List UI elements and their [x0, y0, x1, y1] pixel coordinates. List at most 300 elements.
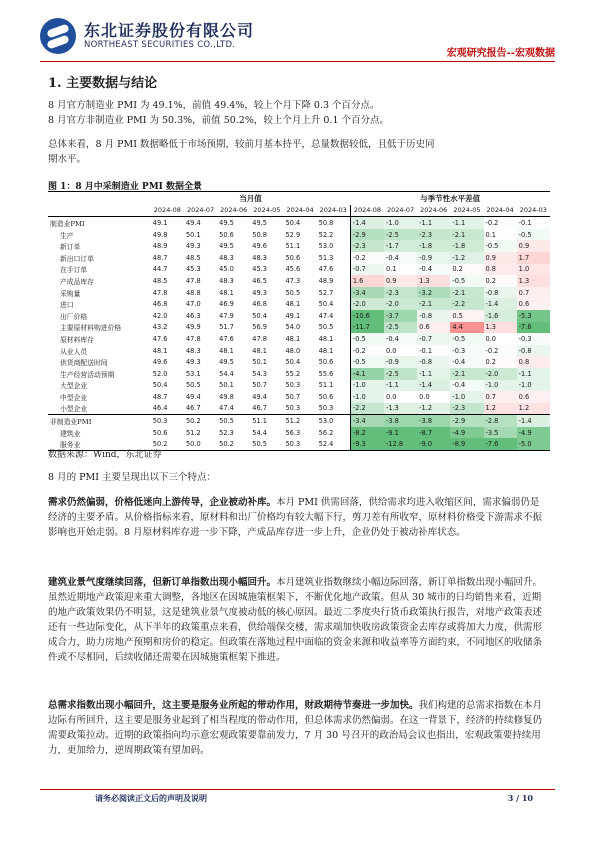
- current-value-cell: 51.1: [285, 242, 301, 251]
- current-value-cell: 48.3: [219, 276, 234, 285]
- seasonal-diff-cell: -0.1: [517, 217, 550, 229]
- seasonal-diff-cell: -1.0: [384, 217, 417, 229]
- current-value-cell: 48.1: [318, 346, 334, 355]
- current-value-cell: 55.6: [318, 369, 334, 378]
- seasonal-diff-cell: -0.8: [417, 310, 450, 322]
- table-row: [48, 345, 550, 357]
- current-value-cell: 47.8: [185, 276, 201, 285]
- seasonal-diff-cell: -11.7: [350, 322, 384, 334]
- date-header: 2024-05: [450, 205, 483, 217]
- current-value-cell: 52.7: [318, 288, 334, 297]
- seasonal-diff-cell: -8.9: [450, 438, 483, 450]
- seasonal-diff-cell: -0.3: [517, 333, 550, 345]
- current-value-cell: 47.8: [185, 334, 201, 343]
- seasonal-diff-cell: 0.9: [384, 275, 417, 287]
- row-label: 原材料库存: [60, 335, 94, 344]
- current-value-cell: 49.3: [185, 242, 201, 251]
- page-number: 3 / 10: [507, 793, 533, 803]
- current-value-cell: 47.4: [318, 311, 334, 320]
- current-value-cell: 45.3: [185, 265, 201, 274]
- current-value-cell: 50.7: [285, 392, 301, 401]
- body-intro: 8 月的 PMI 主要呈现出以下三个特点：: [48, 472, 216, 483]
- current-value-cell: 48.1: [252, 346, 267, 355]
- paragraph-3-lead: 总需求指数出现小幅回升，这主要是服务业所起的带动作用，财政期待节奏进一步加快。: [48, 700, 419, 711]
- summary-line-1: 8 月官方制造业 PMI 为 49.1%，前值 49.4%，较上个月下降 0.3 个百分点。: [48, 100, 380, 111]
- current-value-cell: 50.1: [185, 230, 201, 239]
- paragraph-2: [48, 575, 548, 665]
- current-value-cell: 49.1: [152, 218, 168, 227]
- current-value-cell: 54.4: [219, 369, 234, 378]
- seasonal-diff-cell: 1.2: [484, 403, 517, 415]
- seasonal-diff-cell: -1.4: [517, 415, 550, 427]
- seasonal-diff-cell: 0.0: [484, 333, 517, 345]
- seasonal-diff-cell: 4.4: [450, 322, 483, 334]
- current-value-cell: 49.4: [185, 218, 201, 227]
- seasonal-diff-cell: -2.3: [417, 229, 450, 241]
- table-row: [48, 252, 550, 264]
- seasonal-diff-cell: -0.9: [417, 252, 450, 264]
- current-value-cell: 48.5: [185, 253, 201, 262]
- current-value-cell: 49.9: [185, 323, 201, 332]
- row-label: 制造业PMI: [50, 219, 85, 228]
- current-value-cell: 49.4: [185, 392, 201, 401]
- current-value-cell: 46.5: [252, 276, 267, 285]
- current-value-cell: 56.9: [252, 323, 267, 332]
- seasonal-diff-cell: -2.5: [384, 322, 417, 334]
- row-label: 主要原材料购进价格: [60, 324, 122, 333]
- current-value-cell: 51.3: [318, 253, 334, 262]
- seasonal-diff-cell: -10.6: [350, 310, 384, 322]
- table-row: [48, 264, 550, 276]
- seasonal-diff-cell: -1.8: [450, 240, 483, 252]
- current-value-cell: 50.4: [152, 381, 168, 390]
- current-value-cell: 49.6: [152, 358, 168, 367]
- seasonal-diff-cell: -8.2: [350, 427, 384, 439]
- table-row: [48, 356, 550, 368]
- seasonal-diff-cell: -2.1: [417, 298, 450, 310]
- seasonal-diff-cell: -0.9: [384, 356, 417, 368]
- seasonal-diff-cell: -0.4: [384, 333, 417, 345]
- seasonal-diff-cell: -0.7: [350, 264, 384, 276]
- current-value-cell: 47.9: [219, 311, 234, 320]
- table-body: [48, 217, 550, 451]
- seasonal-diff-cell: -3.4: [350, 415, 384, 427]
- table-row: [48, 322, 550, 334]
- seasonal-diff-cell: 1.3: [517, 275, 550, 287]
- seasonal-diff-cell: -7.6: [517, 322, 550, 334]
- paragraph-2-text: 本月建筑业指数继续小幅边际回落，新订单指数出现小幅回升。虽然近期地产政策迎来重大调整，各地区在因城施策框架下，不断优化地产政策。但从 30 城市的日均销售来看，近期的地产政策效果仍不明显，这是建筑业景气度被动低的核心原因。最近二季度央行货币政策执行报告，对地产政策表述还有一些边际变化，从下半年的政策重点来看，供给端保交楼，需求端加快收房政策资金去库存或将加大力度，供需形成合力，助力房地产预期和房价的稳定。但政策在落地过程中面临的资金来源和收益率等方面约束，不同地区的收储条件或不尽相同，后续收储还需要在因城施策框架下推进。: [48, 577, 543, 663]
- seasonal-diff-cell: -2.3: [450, 403, 483, 415]
- seasonal-diff-cell: 0.6: [517, 391, 550, 403]
- seasonal-diff-cell: -2.8: [484, 415, 517, 427]
- seasonal-diff-cell: -5.0: [517, 438, 550, 450]
- seasonal-diff-cell: -1.7: [384, 240, 417, 252]
- row-label: 供货商配送时间: [60, 359, 108, 368]
- table-row: [48, 415, 550, 427]
- group-current-header: 当月值: [239, 194, 262, 204]
- current-value-cell: 45.0: [219, 265, 234, 274]
- row-label: 从业人员: [60, 347, 88, 356]
- current-value-cell: 50.6: [318, 392, 334, 401]
- date-header: 2024-04: [283, 205, 316, 217]
- current-value-cell: 49.3: [252, 288, 267, 297]
- seasonal-diff-cell: -0.7: [417, 333, 450, 345]
- seasonal-diff-cell: -1.1: [417, 217, 450, 229]
- current-value-cell: 50.3: [285, 404, 301, 413]
- seasonal-diff-cell: -3.4: [350, 287, 384, 299]
- seasonal-diff-cell: -1.4: [484, 298, 517, 310]
- seasonal-diff-cell: -0.1: [417, 345, 450, 357]
- company-name-en: NORTHEAST SECURITIES CO.,LTD.: [84, 40, 236, 50]
- current-value-cell: 50.6: [285, 253, 301, 262]
- paragraph-1-lead: 需求仍然偏弱，价格低迷向上游传导，企业被动补库。: [48, 497, 277, 508]
- current-value-cell: 49.1: [285, 311, 301, 320]
- seasonal-diff-cell: 0.1: [484, 229, 517, 241]
- current-value-cell: 55.2: [285, 369, 301, 378]
- current-value-cell: 47.8: [252, 334, 267, 343]
- current-value-cell: 49.3: [185, 358, 201, 367]
- current-value-cell: 45.3: [252, 265, 267, 274]
- current-value-cell: 56.3: [285, 428, 301, 437]
- table-row: [48, 427, 550, 439]
- table-row: [48, 217, 550, 229]
- seasonal-diff-cell: -2.3: [350, 240, 384, 252]
- current-value-cell: 49.5: [219, 218, 234, 227]
- table-row: [48, 380, 550, 392]
- seasonal-diff-cell: -1.0: [484, 380, 517, 392]
- seasonal-diff-cell: -4.1: [350, 368, 384, 380]
- current-value-cell: 54.4: [252, 428, 267, 437]
- footer-divider: [40, 789, 555, 790]
- seasonal-diff-cell: -3.2: [417, 287, 450, 299]
- current-value-cell: 47.6: [318, 265, 334, 274]
- seasonal-diff-cell: -2.9: [350, 229, 384, 241]
- current-value-cell: 48.3: [185, 346, 201, 355]
- current-value-cell: 48.7: [152, 253, 168, 262]
- seasonal-diff-cell: 1.0: [517, 264, 550, 276]
- current-value-cell: 48.7: [152, 392, 168, 401]
- current-value-cell: 50.6: [152, 428, 168, 437]
- seasonal-diff-cell: -2.1: [450, 229, 483, 241]
- current-value-cell: 46.4: [152, 404, 168, 413]
- seasonal-diff-cell: -2.3: [384, 287, 417, 299]
- figure-divider: [48, 191, 550, 192]
- current-value-cell: 48.9: [318, 276, 334, 285]
- current-value-cell: 53.1: [185, 369, 201, 378]
- row-label: 建筑业: [60, 429, 81, 438]
- seasonal-diff-cell: 0.7: [517, 287, 550, 299]
- current-value-cell: 50.3: [285, 381, 301, 390]
- current-value-cell: 49.5: [219, 242, 234, 251]
- seasonal-diff-cell: 0.5: [450, 310, 483, 322]
- seasonal-diff-cell: -8.7: [417, 427, 450, 439]
- current-value-cell: 53.0: [318, 242, 334, 251]
- current-value-cell: 50.3: [283, 438, 316, 450]
- current-value-cell: 47.8: [152, 288, 168, 297]
- current-value-cell: 49.6: [252, 242, 267, 251]
- current-value-cell: 48.1: [152, 346, 168, 355]
- seasonal-diff-cell: -1.8: [417, 240, 450, 252]
- current-value-cell: 50.1: [219, 381, 234, 390]
- table-row: [48, 403, 550, 415]
- current-value-cell: 48.1: [219, 288, 234, 297]
- paragraph-2-lead: 建筑业景气度继续回落，但新订单指数出现小幅回升。: [48, 577, 277, 588]
- seasonal-diff-cell: -0.2: [484, 345, 517, 357]
- seasonal-diff-cell: 0.9: [517, 240, 550, 252]
- seasonal-diff-cell: -0.2: [484, 217, 517, 229]
- seasonal-diff-cell: -2.5: [384, 229, 417, 241]
- seasonal-diff-cell: 0.2: [450, 264, 483, 276]
- current-value-cell: 50.2: [151, 438, 184, 450]
- current-value-cell: 48.1: [285, 300, 301, 309]
- date-header: 2024-07: [184, 205, 217, 217]
- seasonal-diff-cell: -4.9: [450, 427, 483, 439]
- seasonal-diff-cell: -1.1: [517, 368, 550, 380]
- seasonal-diff-cell: -0.8: [484, 287, 517, 299]
- current-value-cell: 43.2: [152, 323, 168, 332]
- seasonal-diff-cell: -1.1: [417, 368, 450, 380]
- date-header: 2024-04: [484, 205, 517, 217]
- table-row: [48, 229, 550, 241]
- table-row: [48, 310, 550, 322]
- summary-line-2: 8 月官方非制造业 PMI 为 50.3%，前值 50.2%，较上个月上升 0.1 个百分点。: [48, 115, 390, 126]
- seasonal-diff-cell: -0.4: [450, 380, 483, 392]
- row-label: 采购量: [60, 289, 81, 298]
- date-header: 2024-06: [417, 205, 450, 217]
- seasonal-diff-cell: -1.0: [450, 391, 483, 403]
- current-value-cell: 51.1: [250, 415, 283, 427]
- seasonal-diff-cell: -1.1: [450, 217, 483, 229]
- seasonal-diff-cell: 0.6: [517, 298, 550, 310]
- seasonal-diff-cell: -1.6: [484, 310, 517, 322]
- group-seasonal-header: 与季节性水平差值: [420, 194, 481, 204]
- row-label: 进口: [60, 301, 74, 310]
- current-value-cell: 46.3: [185, 311, 201, 320]
- seasonal-diff-cell: -1.2: [417, 403, 450, 415]
- current-value-cell: 50.5: [217, 415, 250, 427]
- seasonal-diff-cell: -0.5: [450, 275, 483, 287]
- seasonal-diff-cell: -0.5: [517, 229, 550, 241]
- row-label: 服务业: [48, 438, 151, 450]
- paragraph-1-text: 本月 PMI 供需回落，供给需求均进入收缩区间，需求偏弱仍是经济的主要矛盾。从价格指标来看，原材料和出厂价格均有较大幅下行，剪刀差有所收窄，原材料价格受下游需求不振影响也开始走弱。8 月原材料库存进一步下降，产成品库存进一步上升，企业仍处于被动补库状态。: [48, 497, 543, 538]
- section-title: 1. 主要数据与结论: [48, 76, 158, 91]
- seasonal-diff-cell: 1.2: [517, 403, 550, 415]
- seasonal-diff-cell: -12.8: [384, 438, 417, 450]
- current-value-cell: 50.0: [184, 438, 217, 450]
- current-value-cell: 52.9: [285, 230, 301, 239]
- current-value-cell: 51.2: [185, 428, 201, 437]
- seasonal-diff-cell: -1.0: [350, 391, 384, 403]
- seasonal-diff-cell: 0.0: [417, 391, 450, 403]
- current-value-cell: 50.6: [219, 230, 234, 239]
- seasonal-diff-cell: -3.8: [417, 415, 450, 427]
- seasonal-diff-cell: 0.2: [484, 356, 517, 368]
- current-value-cell: 53.0: [317, 415, 351, 427]
- current-value-cell: 52.4: [317, 438, 351, 450]
- current-value-cell: 50.5: [318, 323, 334, 332]
- seasonal-diff-cell: -2.9: [450, 415, 483, 427]
- row-label: 在手订单: [60, 266, 88, 275]
- current-value-cell: 50.6: [318, 358, 334, 367]
- seasonal-diff-cell: -2.1: [450, 287, 483, 299]
- current-value-cell: 50.3: [318, 404, 334, 413]
- seasonal-diff-cell: -9.0: [417, 438, 450, 450]
- row-label: 大型企业: [60, 382, 88, 391]
- date-header: 2024-03: [317, 205, 351, 217]
- table-row: [48, 298, 550, 310]
- current-value-cell: 50.7: [252, 381, 267, 390]
- current-value-cell: 48.9: [152, 242, 168, 251]
- company-logo: [40, 18, 76, 54]
- seasonal-diff-cell: -1.2: [450, 252, 483, 264]
- current-value-cell: 48.1: [285, 334, 301, 343]
- current-value-cell: 46.8: [252, 300, 267, 309]
- paragraph-1: [48, 495, 548, 540]
- current-value-cell: 48.1: [318, 334, 334, 343]
- table-row: [48, 275, 550, 287]
- current-value-cell: 48.3: [219, 253, 234, 262]
- seasonal-diff-cell: -0.5: [350, 356, 384, 368]
- row-label: 非制造业PMI: [48, 415, 151, 427]
- seasonal-diff-cell: -1.4: [350, 217, 384, 229]
- current-value-cell: 47.4: [219, 404, 234, 413]
- seasonal-diff-cell: -0.4: [384, 252, 417, 264]
- seasonal-diff-cell: -5.3: [517, 310, 550, 322]
- summary-overall: 总体来看，8 月 PMI 数据略低于市场预期，较前月基本持平，总量数据较低，且低于历史同期水平。: [48, 139, 435, 165]
- seasonal-diff-cell: 0.6: [417, 322, 450, 334]
- seasonal-diff-cell: -2.2: [450, 298, 483, 310]
- current-value-cell: 47.6: [152, 334, 168, 343]
- table-date-row: [48, 205, 550, 217]
- seasonal-diff-cell: -0.8: [417, 356, 450, 368]
- table-row: [48, 287, 550, 299]
- paragraph-3-text: 我们构建的总需求指数在本月边际有所回升，这主要是服务业起到了相当程度的带动作用，但总体需求仍然偏弱。在这一背景下，经济的持续修复仍需要政策拉动。近期的政策指向均示意宏观政策要靠前发力，7 月 30 号召开的政治局会议也指出，宏观政策要持续用力，更加给力，逆周期政策有望加码。: [48, 700, 543, 756]
- current-value-cell: 50.5: [285, 288, 301, 297]
- figure-title: 图 1：8 月中采制造业 PMI 数据全景: [48, 182, 202, 192]
- current-value-cell: 46.9: [219, 300, 234, 309]
- current-value-cell: 50.2: [217, 438, 250, 450]
- report-header: [40, 18, 555, 58]
- seasonal-diff-cell: -9.1: [384, 427, 417, 439]
- current-value-cell: 46.7: [185, 404, 201, 413]
- current-value-cell: 54.0: [285, 323, 301, 332]
- seasonal-diff-cell: 0.8: [517, 356, 550, 368]
- seasonal-diff-cell: -0.5: [484, 240, 517, 252]
- seasonal-diff-cell: -0.8: [517, 345, 550, 357]
- seasonal-diff-cell: 1.3: [417, 275, 450, 287]
- seasonal-diff-cell: -3.5: [484, 427, 517, 439]
- current-value-cell: 42.0: [152, 311, 168, 320]
- company-name-cn: 东北证券股份有限公司: [84, 21, 255, 40]
- row-label: 生产: [60, 231, 74, 240]
- current-value-cell: 47.6: [219, 334, 234, 343]
- current-value-cell: 48.1: [219, 346, 234, 355]
- current-value-cell: 51.7: [219, 323, 234, 332]
- seasonal-diff-cell: -2.5: [384, 368, 417, 380]
- seasonal-diff-cell: -2.0: [350, 298, 384, 310]
- current-value-cell: 48.0: [285, 346, 301, 355]
- seasonal-diff-cell: -3.8: [384, 415, 417, 427]
- current-value-cell: 50.4: [285, 218, 301, 227]
- current-value-cell: 48.5: [152, 276, 168, 285]
- date-header: 2024-08: [151, 205, 184, 217]
- footer-disclaimer: 请务必阅读正文后的声明及说明: [95, 793, 207, 803]
- seasonal-diff-cell: 0.8: [484, 264, 517, 276]
- seasonal-diff-cell: 1.6: [350, 275, 384, 287]
- seasonal-diff-cell: 0.7: [484, 391, 517, 403]
- current-value-cell: 50.4: [252, 311, 267, 320]
- current-value-cell: 50.4: [318, 300, 334, 309]
- table-row: [48, 240, 550, 252]
- current-value-cell: 50.1: [252, 358, 267, 367]
- row-label: 生产经营活动预期: [60, 370, 115, 379]
- seasonal-diff-cell: 0.0: [384, 345, 417, 357]
- seasonal-diff-cell: -4.9: [517, 427, 550, 439]
- seasonal-diff-cell: -1.1: [384, 380, 417, 392]
- paragraph-3: [48, 698, 548, 758]
- row-label: 新出口订单: [60, 254, 94, 263]
- date-header: 2024-08: [350, 205, 384, 217]
- seasonal-diff-cell: -9.3: [350, 438, 384, 450]
- row-label: 小型企业: [60, 405, 88, 414]
- seasonal-diff-cell: -0.5: [350, 333, 384, 345]
- current-value-cell: 50.5: [185, 381, 201, 390]
- seasonal-diff-cell: 0.2: [484, 275, 517, 287]
- seasonal-diff-cell: -2.0: [484, 368, 517, 380]
- current-value-cell: 50.4: [285, 358, 301, 367]
- current-value-cell: 46.7: [252, 404, 267, 413]
- seasonal-diff-cell: -0.4: [450, 356, 483, 368]
- current-value-cell: 50.2: [184, 415, 217, 427]
- row-label: 出厂价格: [60, 312, 88, 321]
- current-value-cell: 48.3: [252, 253, 267, 262]
- table-row: [48, 391, 550, 403]
- current-value-cell: 52.2: [318, 230, 334, 239]
- seasonal-diff-cell: 0.0: [384, 391, 417, 403]
- date-header: 2024-06: [217, 205, 250, 217]
- current-value-cell: 50.5: [250, 438, 283, 450]
- seasonal-diff-cell: -1.4: [417, 380, 450, 392]
- seasonal-diff-cell: 1.3: [484, 322, 517, 334]
- current-value-cell: 44.7: [152, 265, 168, 274]
- current-value-cell: 49.8: [152, 230, 168, 239]
- seasonal-diff-cell: -0.2: [350, 345, 384, 357]
- seasonal-diff-cell: -2.1: [450, 368, 483, 380]
- current-value-cell: 56.2: [318, 428, 334, 437]
- date-header: 2024-05: [250, 205, 283, 217]
- current-value-cell: 49.5: [252, 218, 267, 227]
- seasonal-diff-cell: -2.0: [384, 298, 417, 310]
- figure-source: 数据来源：Wind，东北证券: [48, 450, 162, 460]
- current-value-cell: 49.5: [219, 358, 234, 367]
- current-value-cell: 47.3: [285, 276, 301, 285]
- current-value-cell: 45.6: [285, 265, 301, 274]
- seasonal-diff-cell: 0.9: [484, 252, 517, 264]
- seasonal-diff-cell: 0.1: [384, 264, 417, 276]
- seasonal-diff-cell: -0.2: [350, 252, 384, 264]
- seasonal-diff-cell: -0.4: [417, 264, 450, 276]
- current-value-cell: 50.8: [252, 230, 267, 239]
- seasonal-diff-cell: -3.7: [384, 310, 417, 322]
- date-header: 2024-03: [517, 205, 550, 217]
- pmi-table: [48, 193, 550, 451]
- table-group-header-row: [48, 193, 550, 205]
- current-value-cell: 49.8: [219, 392, 234, 401]
- current-value-cell: 54.3: [252, 369, 267, 378]
- report-type: 宏观研究报告--宏观数据: [446, 48, 555, 59]
- current-value-cell: 52.3: [219, 428, 234, 437]
- seasonal-diff-cell: -0.3: [450, 345, 483, 357]
